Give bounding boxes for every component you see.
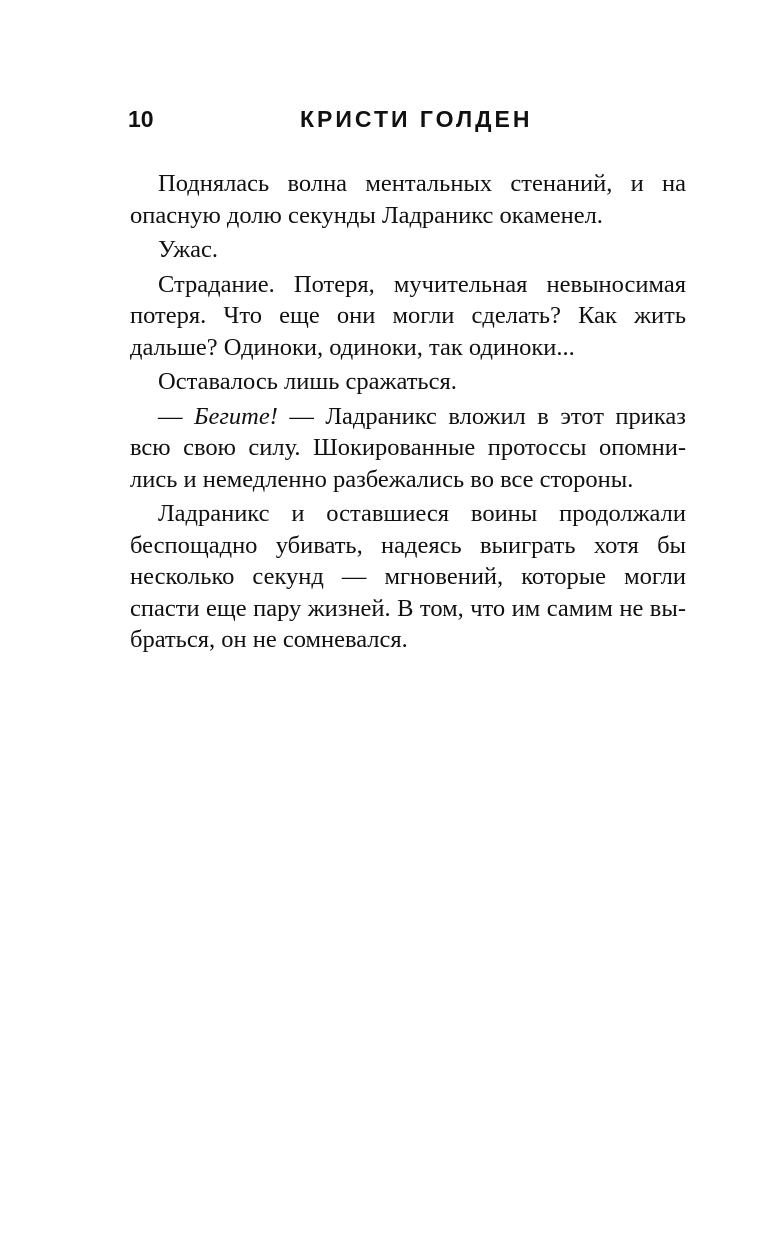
dialogue-dash: —	[158, 402, 195, 430]
paragraph: Оставалось лишь сражаться.	[158, 368, 457, 395]
author-name: КРИСТИ ГОЛДЕН	[300, 106, 533, 132]
paragraph: Страдание. Потеря, мучительная невыносимая потеря. Что еще они могли сделать? Как жить дальше? Одиноки, одиноки, так одиноки...	[130, 270, 686, 361]
body-text	[130, 168, 686, 656]
running-header	[128, 106, 688, 138]
paragraph-text: — Ладраникс вложил в этот приказ всю свою силу. Шокированные протоссы опомнились и немедленно разбежались во все стороны.	[130, 402, 686, 493]
paragraph: Поднялась волна ментальных стенаний, и на опасную долю секунды Ладраникс окаменел.	[130, 170, 686, 229]
paragraph: Ладраникс и оставшиеся воины продолжали беспощадно убивать, надеясь выиграть хотя бы несколько секунд — мгновений, которые могли спасти еще пару жизней. В том, что им самим не выбраться, он не сомневался.	[130, 500, 686, 653]
paragraph: Ужас.	[158, 236, 218, 263]
dialogue-command: Бегите!	[194, 402, 278, 430]
paragraph	[130, 401, 686, 496]
page-number: 10	[128, 106, 154, 132]
